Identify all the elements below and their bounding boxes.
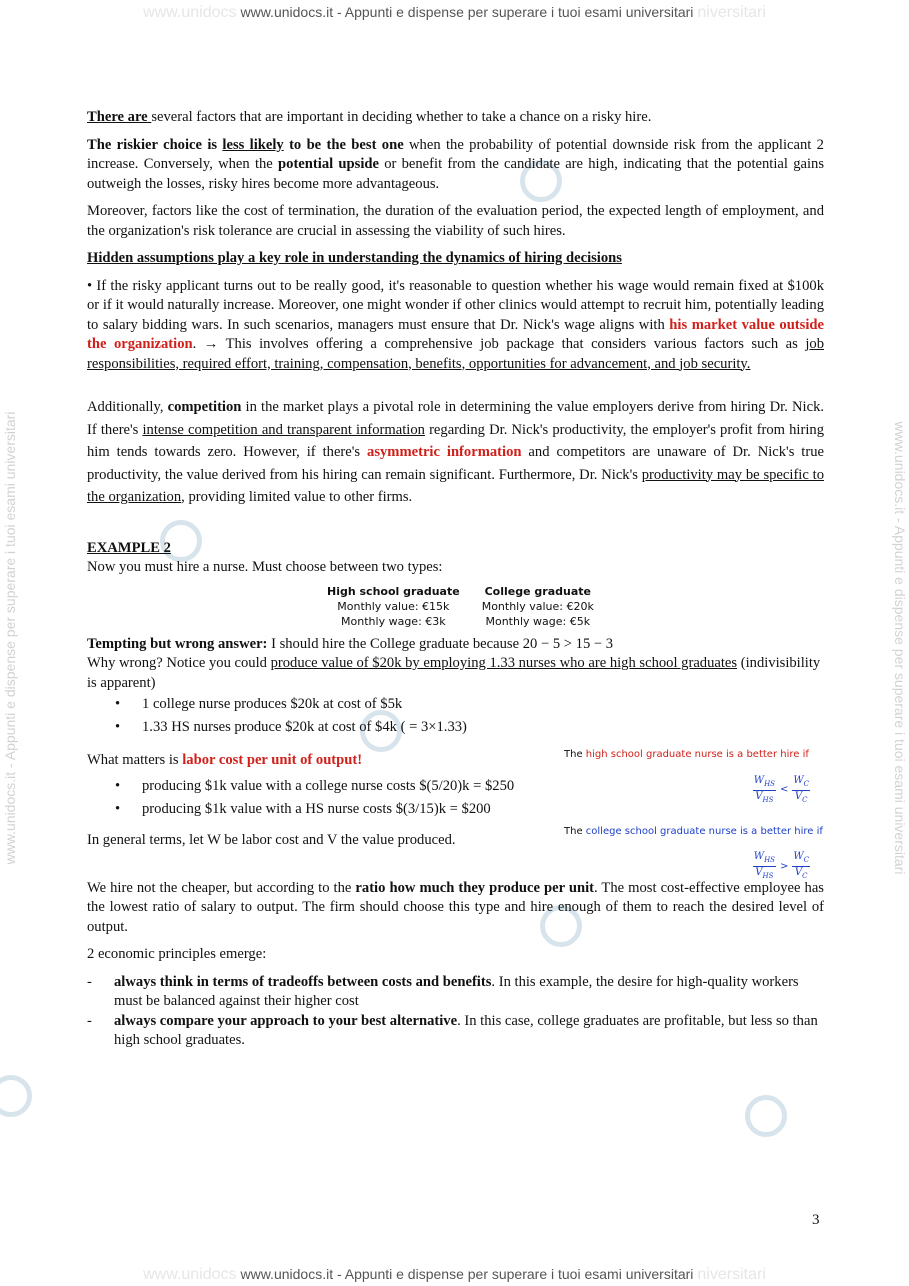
bold-text: always think in terms of tradeoffs between costs and benefits: [114, 973, 492, 990]
rule-college: [564, 822, 824, 842]
bold-text: ratio how much they produce per unit: [355, 879, 594, 896]
paragraph-riskier: [87, 136, 824, 195]
watermark-faded-left: www.unidocs: [143, 1266, 237, 1283]
text: when the probability of potential downside risk from the applicant 2 increase. Conversely, when the: [87, 136, 824, 172]
document-body: [87, 108, 824, 1051]
watermark-faded-right: niversitari: [697, 4, 766, 21]
type-wage: Monthly wage: €3k: [341, 614, 446, 628]
watermark-text: www.unidocs.it - Appunti e dispense per superare i tuoi esami universitari: [240, 4, 694, 20]
list-item: • producing $1k value with a HS nurse costs $(3/15)k = $200: [142, 800, 549, 820]
type-wage: Monthly wage: €5k: [485, 614, 591, 628]
text: Why wrong? Notice you could: [87, 655, 271, 671]
text: and competitors are unaware of Dr. Nick's true productivity, the value derived from his hiring can remain significant. Furthermore, Dr. Nick's: [87, 444, 824, 483]
underlined-text: produce value of $20k by employing 1.33 nurses who are high school graduates: [270, 655, 738, 671]
watermark-bottom: [0, 1266, 909, 1284]
rule-hs: [564, 745, 824, 765]
principles-intro: 2 economic principles emerge:: [87, 946, 267, 962]
inequality-hs: [564, 775, 810, 806]
list-item: [114, 973, 824, 1012]
page-number: 3: [812, 1212, 820, 1228]
text: regarding Dr. Nick's productivity, the employer's profit from hiring him tends towards zero. However, if there's: [87, 421, 824, 460]
watermark-left: www.unidocs.it - Appunti e dispense per superare i tuoi esami universitari: [2, 411, 18, 865]
fraction-hs: $\frac{W_{HS}}{V_{HS}}$: [753, 774, 775, 804]
bold-text: to be the best one: [283, 136, 404, 153]
paragraph-intro: [87, 108, 824, 128]
inequality-college: [564, 851, 810, 882]
watermark-right: www.unidocs.it - Appunti e dispense per superare i tuoi esami universitari: [892, 421, 908, 875]
principles-list: [87, 973, 824, 1051]
red-highlight: asymmetric information: [367, 444, 522, 460]
red-rule-text: high school graduate nurse is a better hire if: [585, 749, 809, 760]
bullet-list-production: [87, 695, 824, 737]
text: in the market plays a pivotal role in determining the value employers derive from hiring Dr. Nick. If there's: [87, 399, 825, 438]
text: What matters is: [87, 752, 183, 768]
text: • If the risky applicant turns out to be really good, it's reasonable to question whether his wage would remain fixed at $100k or if it would naturally increase. Moreover, one might wonder if other clinics would attempt to recruit him, potentially leading to salary bidding wars. In such scenarios, managers must ensure that Dr. Nick's wage aligns with: [87, 277, 824, 333]
why-wrong: [87, 654, 828, 693]
text: I should hire the College graduate because 20 − 5 > 15 − 3: [267, 635, 614, 652]
labor-cost-section: [87, 749, 824, 880]
bold-underlined-text: less likely: [222, 136, 284, 153]
text: We hire not the cheaper, but according to the: [87, 879, 356, 896]
watermark-faded-right: niversitari: [697, 1266, 766, 1283]
intro-rest: several factors that are important in deciding whether to take a chance on a risky hire.: [151, 109, 652, 125]
text: , providing limited value to other firms.: [181, 489, 413, 505]
fraction-hs: $\frac{W_{HS}}{V_{HS}}$: [753, 851, 775, 880]
tempting-answer: [87, 635, 824, 655]
watermark-faded-left: www.unidocs: [143, 4, 237, 21]
underlined-text: productivity may be specific to the organization: [87, 466, 825, 505]
text: . In this example, the desire for high-quality workers must be balanced against their higher cost: [114, 973, 799, 1009]
red-highlight: his market value outside the organization: [87, 316, 824, 352]
watermark-text: www.unidocs.it - Appunti e dispense per superare i tuoi esami universitari: [240, 1266, 694, 1282]
text: The: [564, 825, 586, 837]
text: . → This involves offering a comprehensive job package that considers various factors such as: [192, 336, 806, 352]
fraction-c: $\frac{W_C}{V_C}$: [793, 851, 809, 880]
text: The: [564, 749, 586, 760]
bold-text: always compare your approach to your best alternative: [114, 1012, 458, 1029]
type-value: Monthly value: €20k: [481, 599, 594, 613]
bold-text: The riskier choice is: [87, 136, 223, 153]
example-title: EXAMPLE 2: [87, 539, 171, 556]
paragraph-factors: Moreover, factors like the cost of termination, the duration of the evaluation period, the expected length of employment, and the organization's risk tolerance are crucial in assessing the viability of such hires.: [87, 203, 824, 239]
list-item: • 1.33 HS nurses produce $20k at cost of $4k ( = 3×1.33): [142, 718, 824, 738]
bold-text: potential upside: [278, 156, 379, 172]
text: (indivisibility is apparent): [87, 655, 821, 691]
watermark-top: [0, 4, 909, 22]
paragraph-competition: [87, 396, 824, 509]
type-value: Monthly value: €15k: [337, 599, 450, 613]
list-item: [114, 1012, 824, 1051]
bullet-list-costs: [87, 775, 549, 820]
list-item: • producing $1k value with a college nurse costs $(5/20)k = $250: [142, 775, 549, 797]
paragraph-ratio: [87, 879, 824, 938]
underlined-text: intense competition and transparent information: [142, 421, 425, 438]
text: Additionally,: [87, 399, 168, 415]
blue-rule-text: college school graduate nurse is a better hire if: [585, 825, 823, 837]
less-than-sign: <: [779, 784, 789, 796]
bold-text: competition: [167, 399, 242, 415]
type-name: College graduate: [484, 584, 591, 598]
greater-than-sign: >: [779, 860, 789, 872]
general-terms: In general terms, let W be labor cost and V the value produced.: [87, 832, 456, 848]
type-name: High school graduate: [327, 584, 460, 598]
ratio-rules-box: [564, 745, 824, 882]
text: . The most cost-effective employee has the lowest ratio of salary to output. The firm should choose this type and hire enough of them to reach the desired level of output.: [87, 879, 824, 935]
bold-text: Tempting but wrong answer:: [87, 635, 268, 652]
nurse-types-table: [327, 584, 824, 629]
fraction-c: $\frac{W_C}{V_C}$: [793, 774, 809, 804]
what-matters: [87, 751, 549, 771]
red-highlight: labor cost per unit of output!: [182, 752, 363, 768]
unidocs-logo-icon: [0, 1075, 32, 1117]
underlined-text: job responsibilities, required effort, training, compensation, benefits, opportunities for advancement, and job security.: [87, 336, 825, 372]
intro-underlined: There are: [87, 109, 152, 125]
type-college: [482, 584, 594, 629]
unidocs-logo-icon: [745, 1095, 787, 1137]
paragraph-risky-good: [87, 277, 824, 375]
text: or benefit from the candidate are high, indicating that the potential gains outweigh the losses, risky hires become more advantageous.: [87, 156, 824, 192]
heading-hidden-assumptions: Hidden assumptions play a key role in understanding the dynamics of hiring decisions: [87, 250, 622, 266]
text: . In this case, college graduates are profitable, but less so than high school graduates.: [114, 1012, 818, 1048]
list-item: • 1 college nurse produces $20k at cost of $5k: [142, 695, 824, 715]
type-hs: [327, 584, 460, 629]
example-intro: Now you must hire a nurse. Must choose between two types:: [87, 559, 443, 575]
